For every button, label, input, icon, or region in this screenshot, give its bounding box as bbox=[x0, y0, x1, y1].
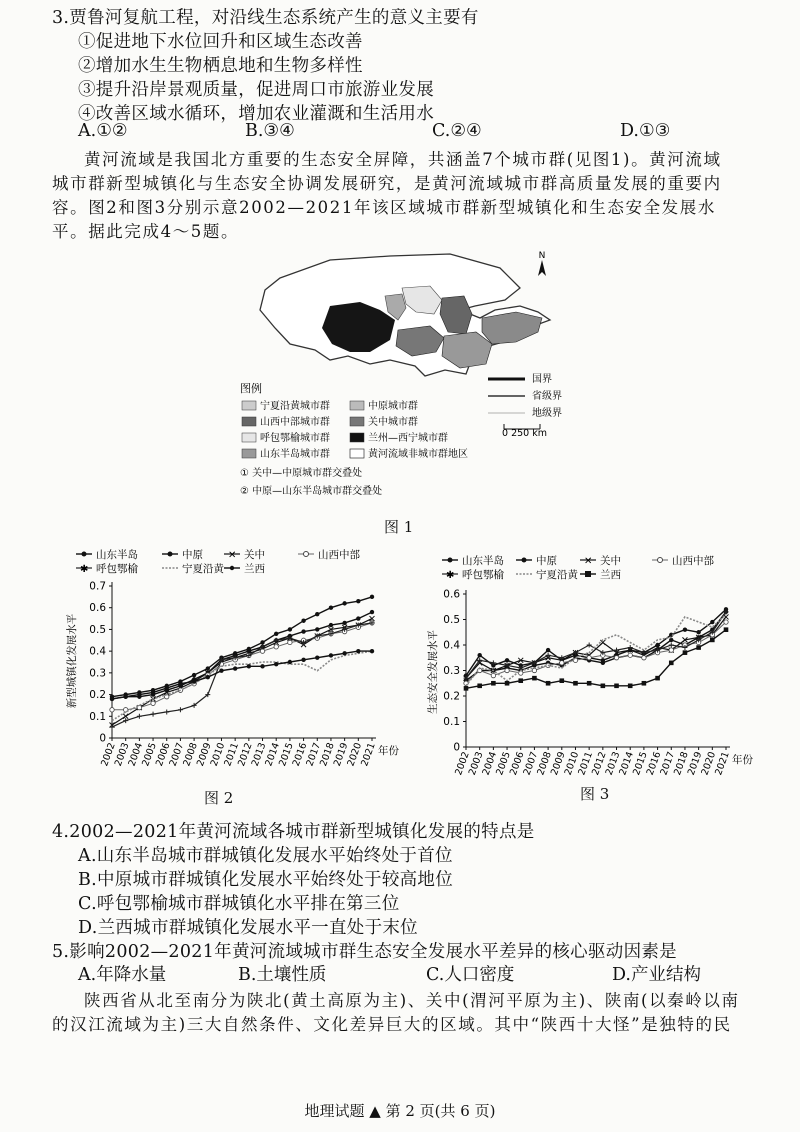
series-6 bbox=[112, 651, 372, 721]
legend-prefecture-border: 地级界 bbox=[532, 408, 562, 419]
data-point bbox=[505, 681, 510, 686]
intro-line-1: 黄河流域是我国北方重要的生态安全屏障，共涵盖7个城市群(见图1)。黄河流域 bbox=[84, 150, 722, 169]
x-tick-label: 2020 bbox=[345, 741, 365, 768]
data-point bbox=[329, 623, 333, 627]
x-tick-label: 2012 bbox=[236, 741, 255, 768]
figure3-caption: 图 3 bbox=[580, 785, 610, 803]
x-tick-label: 2015 bbox=[277, 741, 296, 768]
data-point bbox=[274, 645, 278, 649]
svg-text:山西中部: 山西中部 bbox=[672, 555, 714, 567]
data-point bbox=[342, 651, 346, 655]
data-point bbox=[724, 620, 728, 624]
data-point bbox=[505, 668, 509, 672]
data-point bbox=[123, 718, 128, 723]
legend-guanzhong: 关中城市群 bbox=[368, 417, 418, 428]
legend-shanxi: 山西中部城市群 bbox=[260, 417, 330, 428]
data-point bbox=[164, 709, 169, 714]
map-note-2: ② 中原—山东半岛城市群交叠处 bbox=[240, 486, 383, 497]
data-point bbox=[587, 643, 592, 648]
q4-option-a: A.山东半岛城市群城镇化发展水平始终处于首位 bbox=[78, 846, 453, 866]
series-line bbox=[112, 597, 372, 697]
series-line bbox=[112, 623, 372, 727]
svg-text:兰西: 兰西 bbox=[244, 563, 265, 575]
data-point bbox=[724, 627, 729, 632]
series-line bbox=[112, 651, 372, 721]
svg-text:山西中部: 山西中部 bbox=[318, 549, 360, 561]
data-point bbox=[491, 673, 495, 677]
x-tick-label: 2004 bbox=[126, 741, 146, 768]
q5-choice-a: A.年降水量 bbox=[78, 965, 167, 985]
data-point bbox=[123, 695, 127, 699]
data-point bbox=[165, 686, 169, 690]
x-tick-label: 2006 bbox=[153, 741, 173, 768]
figure1-map bbox=[220, 248, 600, 508]
data-point bbox=[518, 678, 523, 683]
data-point bbox=[628, 653, 632, 657]
legend-province-border: 省级界 bbox=[532, 391, 562, 402]
data-point bbox=[587, 656, 591, 660]
svg-text:宁夏沿黄: 宁夏沿黄 bbox=[182, 563, 224, 575]
svg-text:0 250 km: 0 250 km bbox=[502, 428, 547, 439]
data-point bbox=[315, 612, 319, 616]
data-point bbox=[301, 619, 305, 623]
data-point bbox=[247, 664, 251, 668]
y-tick-label: 0.2 bbox=[443, 690, 460, 703]
data-point bbox=[710, 638, 715, 643]
data-point bbox=[219, 668, 223, 672]
data-point bbox=[477, 684, 482, 689]
data-point bbox=[110, 708, 114, 712]
y-tick-label: 0.6 bbox=[443, 588, 460, 601]
data-point bbox=[329, 653, 333, 657]
x-tick-label: 2007 bbox=[521, 750, 541, 777]
tail-line-1: 陕西省从北至南分为陕北(黄土高原为主)、关中(渭河平原为主)、陕南(以秦岭以南 bbox=[84, 991, 740, 1010]
x-tick-label: 2014 bbox=[263, 741, 283, 768]
x-tick-label: 2013 bbox=[603, 750, 623, 777]
x-tick-label: 2002 bbox=[453, 750, 472, 777]
x-tick-label: 2007 bbox=[167, 741, 187, 768]
data-point bbox=[601, 684, 606, 689]
q5-stem: 5.影响2002—2021年黄河流域城市群生态安全发展水平差异的核心驱动因素是 bbox=[52, 942, 677, 962]
y-tick-label: 0 bbox=[453, 741, 460, 754]
data-point bbox=[491, 681, 496, 686]
line-legend bbox=[488, 373, 562, 419]
data-point bbox=[233, 666, 237, 670]
data-point bbox=[642, 681, 647, 686]
data-point bbox=[329, 606, 333, 610]
figure2-caption: 图 2 bbox=[204, 789, 234, 807]
svg-text:✱: ✱ bbox=[80, 564, 89, 575]
y-tick-label: 0 bbox=[99, 732, 106, 745]
svg-text:关中: 关中 bbox=[244, 549, 265, 561]
data-point bbox=[301, 658, 305, 662]
data-point bbox=[192, 673, 196, 677]
svg-text:兰西: 兰西 bbox=[600, 569, 621, 581]
x-tick-label: 2016 bbox=[644, 750, 664, 777]
q5-choice-c: C.人口密度 bbox=[426, 965, 515, 985]
legend-hubaoeyu: 呼包鄂榆城市群 bbox=[260, 433, 330, 444]
y-tick-label: 0.7 bbox=[89, 580, 106, 593]
legend-title: 图例 bbox=[240, 382, 262, 395]
svg-text:山东半岛: 山东半岛 bbox=[462, 555, 504, 567]
q3-item-1: ①促进地下水位回升和区域生态改善 bbox=[78, 32, 363, 52]
data-point bbox=[546, 681, 551, 686]
data-point bbox=[260, 664, 264, 668]
data-point bbox=[260, 649, 264, 653]
q3-choice-a: A.①② bbox=[78, 121, 128, 141]
data-point bbox=[370, 649, 374, 653]
map-note-1: ① 关中—中原城市群交叠处 bbox=[240, 468, 363, 479]
x-tick-label: 2012 bbox=[590, 750, 609, 777]
y-tick-label: 0.4 bbox=[443, 639, 460, 652]
series-5 bbox=[464, 609, 729, 680]
intro-line-2: 城市群新型城镇化与生态安全协调发展研究，是黄河流域城市群高质量发展的重要内 bbox=[52, 174, 722, 193]
svg-text:关中: 关中 bbox=[600, 555, 621, 567]
x-tick-label: 2017 bbox=[304, 741, 324, 768]
data-point bbox=[614, 656, 618, 660]
y-tick-label: 0.6 bbox=[89, 602, 106, 615]
data-point bbox=[587, 681, 592, 686]
series-line bbox=[466, 614, 726, 685]
data-point bbox=[370, 595, 374, 599]
data-point bbox=[546, 648, 550, 652]
q3-stem: 3.贾鲁河复航工程，对沿线生态系统产生的意义主要有 bbox=[52, 8, 479, 28]
data-point bbox=[288, 627, 292, 631]
q3-item-3: ③提升沿岸景观质量，促进周口市旅游业发展 bbox=[78, 80, 434, 100]
figure2-chart bbox=[60, 546, 400, 784]
y-tick-label: 0.1 bbox=[89, 710, 106, 723]
svg-text:山东半岛: 山东半岛 bbox=[96, 549, 138, 561]
data-point bbox=[370, 610, 374, 614]
q3-item-4: ④改善区域水循环，增加农业灌溉和生活用水 bbox=[78, 104, 434, 124]
x-tick-label: 2004 bbox=[480, 750, 500, 777]
data-point bbox=[356, 599, 360, 603]
q3-choice-b: B.③④ bbox=[245, 121, 295, 141]
series-1 bbox=[110, 595, 374, 699]
data-point bbox=[655, 676, 660, 681]
x-tick-label: 2018 bbox=[672, 750, 691, 777]
data-point bbox=[260, 640, 264, 644]
x-tick-label: 2008 bbox=[181, 741, 200, 768]
q4-option-d: D.兰西城市群城镇化发展水平一直处于末位 bbox=[78, 918, 418, 938]
data-point bbox=[532, 676, 537, 681]
data-point bbox=[356, 649, 360, 653]
data-point bbox=[519, 671, 523, 675]
q4-option-b: B.中原城市群城镇化发展水平始终处于较高地位 bbox=[78, 870, 454, 890]
y-tick-label: 0.5 bbox=[89, 623, 106, 636]
q3-choice-c: C.②④ bbox=[432, 121, 482, 141]
data-point bbox=[560, 661, 564, 665]
data-point bbox=[573, 681, 578, 686]
q4-option-c: C.呼包鄂榆城市群城镇化水平排在第三位 bbox=[78, 894, 400, 914]
x-tick-label: 2011 bbox=[222, 741, 241, 768]
legend-ningxia: 宁夏沿黄城市群 bbox=[260, 401, 330, 412]
data-point bbox=[288, 660, 292, 664]
series-3 bbox=[464, 614, 729, 680]
svg-text:呼包鄂榆: 呼包鄂榆 bbox=[462, 569, 504, 581]
x-tick-label: 2008 bbox=[535, 750, 554, 777]
svg-text:中原: 中原 bbox=[182, 549, 203, 561]
page-footer: 地理试题 ▲ 第 2 页(共 6 页) bbox=[304, 1102, 496, 1120]
chart3-legend bbox=[442, 554, 714, 581]
x-tick-label: 2020 bbox=[699, 750, 719, 777]
data-point bbox=[151, 712, 156, 717]
scale-bar bbox=[502, 424, 547, 439]
series-6 bbox=[466, 614, 726, 685]
data-point bbox=[151, 701, 155, 705]
data-point bbox=[356, 616, 360, 620]
data-point bbox=[178, 682, 182, 686]
data-point bbox=[683, 650, 688, 655]
data-point bbox=[274, 632, 278, 636]
data-point bbox=[559, 678, 564, 683]
svg-text:✕: ✕ bbox=[584, 556, 593, 567]
north-arrow bbox=[538, 251, 546, 276]
q3-item-2: ②增加水生生物栖息地和生物多样性 bbox=[78, 56, 363, 76]
data-point bbox=[628, 684, 633, 689]
data-point bbox=[696, 630, 700, 634]
svg-text:宁夏沿黄: 宁夏沿黄 bbox=[536, 569, 578, 581]
tail-line-2: 的汉江流域为主)三大自然条件、文化差异巨大的区域。其中“陕西十大怪”是独特的民 bbox=[52, 1015, 732, 1034]
data-point bbox=[315, 655, 319, 659]
data-point bbox=[669, 638, 673, 642]
data-point bbox=[137, 714, 142, 719]
x-tick-label: 2005 bbox=[140, 741, 159, 768]
x-tick-label: 2010 bbox=[208, 741, 228, 768]
data-point bbox=[464, 686, 469, 691]
data-point bbox=[683, 628, 687, 632]
data-point bbox=[206, 675, 210, 679]
legend-lanxi: 兰州—西宁城市群 bbox=[368, 433, 448, 444]
data-point bbox=[669, 661, 674, 666]
data-point bbox=[151, 690, 155, 694]
x-tick-label: 2003 bbox=[466, 750, 486, 777]
svg-text:✕: ✕ bbox=[228, 550, 237, 561]
legend-zhongyuan: 中原城市群 bbox=[368, 401, 418, 412]
svg-text:中原: 中原 bbox=[536, 555, 557, 567]
x-tick-label: 2002 bbox=[99, 741, 118, 768]
y-tick-label: 0.4 bbox=[89, 645, 106, 658]
q3-choice-d: D.①③ bbox=[620, 121, 671, 141]
data-point bbox=[137, 692, 141, 696]
data-point bbox=[206, 666, 210, 670]
x-tick-label: 2016 bbox=[290, 741, 310, 768]
data-point bbox=[505, 658, 509, 662]
data-point bbox=[110, 697, 114, 701]
intro-line-4: 平。据此完成4～5题。 bbox=[52, 222, 240, 241]
data-point bbox=[710, 620, 714, 624]
data-point bbox=[178, 707, 183, 712]
chart2-ylabel: 新型城镇化发展水平 bbox=[66, 613, 78, 709]
y-tick-label: 0.2 bbox=[89, 689, 106, 702]
data-point bbox=[696, 645, 701, 650]
y-tick-label: 0.3 bbox=[443, 665, 460, 677]
x-axis-label: 年份 bbox=[378, 745, 399, 757]
data-point bbox=[301, 629, 305, 633]
x-tick-label: 2021 bbox=[359, 741, 378, 768]
x-tick-label: 2003 bbox=[112, 741, 132, 768]
data-point bbox=[288, 640, 292, 644]
chart2-legend bbox=[76, 548, 360, 575]
x-tick-label: 2017 bbox=[658, 750, 678, 777]
q5-choice-b: B.土壤性质 bbox=[238, 965, 327, 985]
x-tick-label: 2021 bbox=[713, 750, 732, 777]
data-point bbox=[342, 601, 346, 605]
figure3-chart bbox=[424, 552, 774, 784]
figure1-caption: 图 1 bbox=[384, 518, 414, 536]
x-tick-label: 2009 bbox=[548, 750, 568, 777]
data-point bbox=[315, 627, 319, 631]
q4-stem: 4.2002—2021年黄河流域各城市群新型城镇化发展的特点是 bbox=[52, 822, 535, 842]
data-point bbox=[642, 656, 646, 660]
y-tick-label: 0.1 bbox=[443, 716, 460, 728]
x-tick-label: 2010 bbox=[562, 750, 582, 777]
x-tick-label: 2019 bbox=[331, 741, 351, 768]
data-point bbox=[614, 684, 619, 689]
data-point bbox=[601, 658, 605, 662]
data-point bbox=[477, 653, 481, 657]
data-point bbox=[123, 714, 128, 719]
data-point bbox=[110, 725, 115, 730]
map-legend bbox=[242, 399, 468, 460]
x-tick-label: 2015 bbox=[631, 750, 650, 777]
data-point bbox=[532, 668, 536, 672]
x-tick-label: 2019 bbox=[685, 750, 705, 777]
x-tick-label: 2018 bbox=[318, 741, 337, 768]
shandong-region bbox=[482, 312, 542, 344]
series-5 bbox=[110, 620, 375, 729]
y-tick-label: 0.5 bbox=[443, 614, 460, 626]
x-tick-label: 2006 bbox=[507, 750, 527, 777]
legend-non-city: 黄河流域非城市群地区 bbox=[368, 449, 468, 460]
x-tick-label: 2014 bbox=[617, 750, 637, 777]
data-point bbox=[669, 643, 674, 648]
x-tick-label: 2009 bbox=[194, 741, 214, 768]
legend-national-border: 国界 bbox=[532, 374, 552, 385]
series-4 bbox=[110, 621, 374, 712]
x-tick-label: 2011 bbox=[576, 750, 595, 777]
svg-text:呼包鄂榆: 呼包鄂榆 bbox=[96, 563, 138, 575]
legend-shandong: 山东半岛城市群 bbox=[260, 449, 330, 460]
data-point bbox=[274, 662, 278, 666]
svg-text:✱: ✱ bbox=[446, 570, 455, 581]
x-tick-label: 2013 bbox=[249, 741, 269, 768]
intro-line-3: 容。图2和图3分别示意2002—2021年该区域城市群新型城镇化和生态安全发展水 bbox=[52, 198, 716, 217]
svg-text:N: N bbox=[538, 251, 546, 261]
data-point bbox=[546, 653, 551, 658]
x-tick-label: 2005 bbox=[494, 750, 513, 777]
x-axis-label: 年份 bbox=[732, 754, 753, 766]
data-point bbox=[669, 648, 673, 652]
data-point bbox=[192, 679, 196, 683]
data-point bbox=[342, 621, 346, 625]
chart3-ylabel: 生态安全发展水平 bbox=[427, 630, 439, 714]
y-tick-label: 0.3 bbox=[89, 667, 106, 680]
q5-choice-d: D.产业结构 bbox=[612, 965, 701, 985]
